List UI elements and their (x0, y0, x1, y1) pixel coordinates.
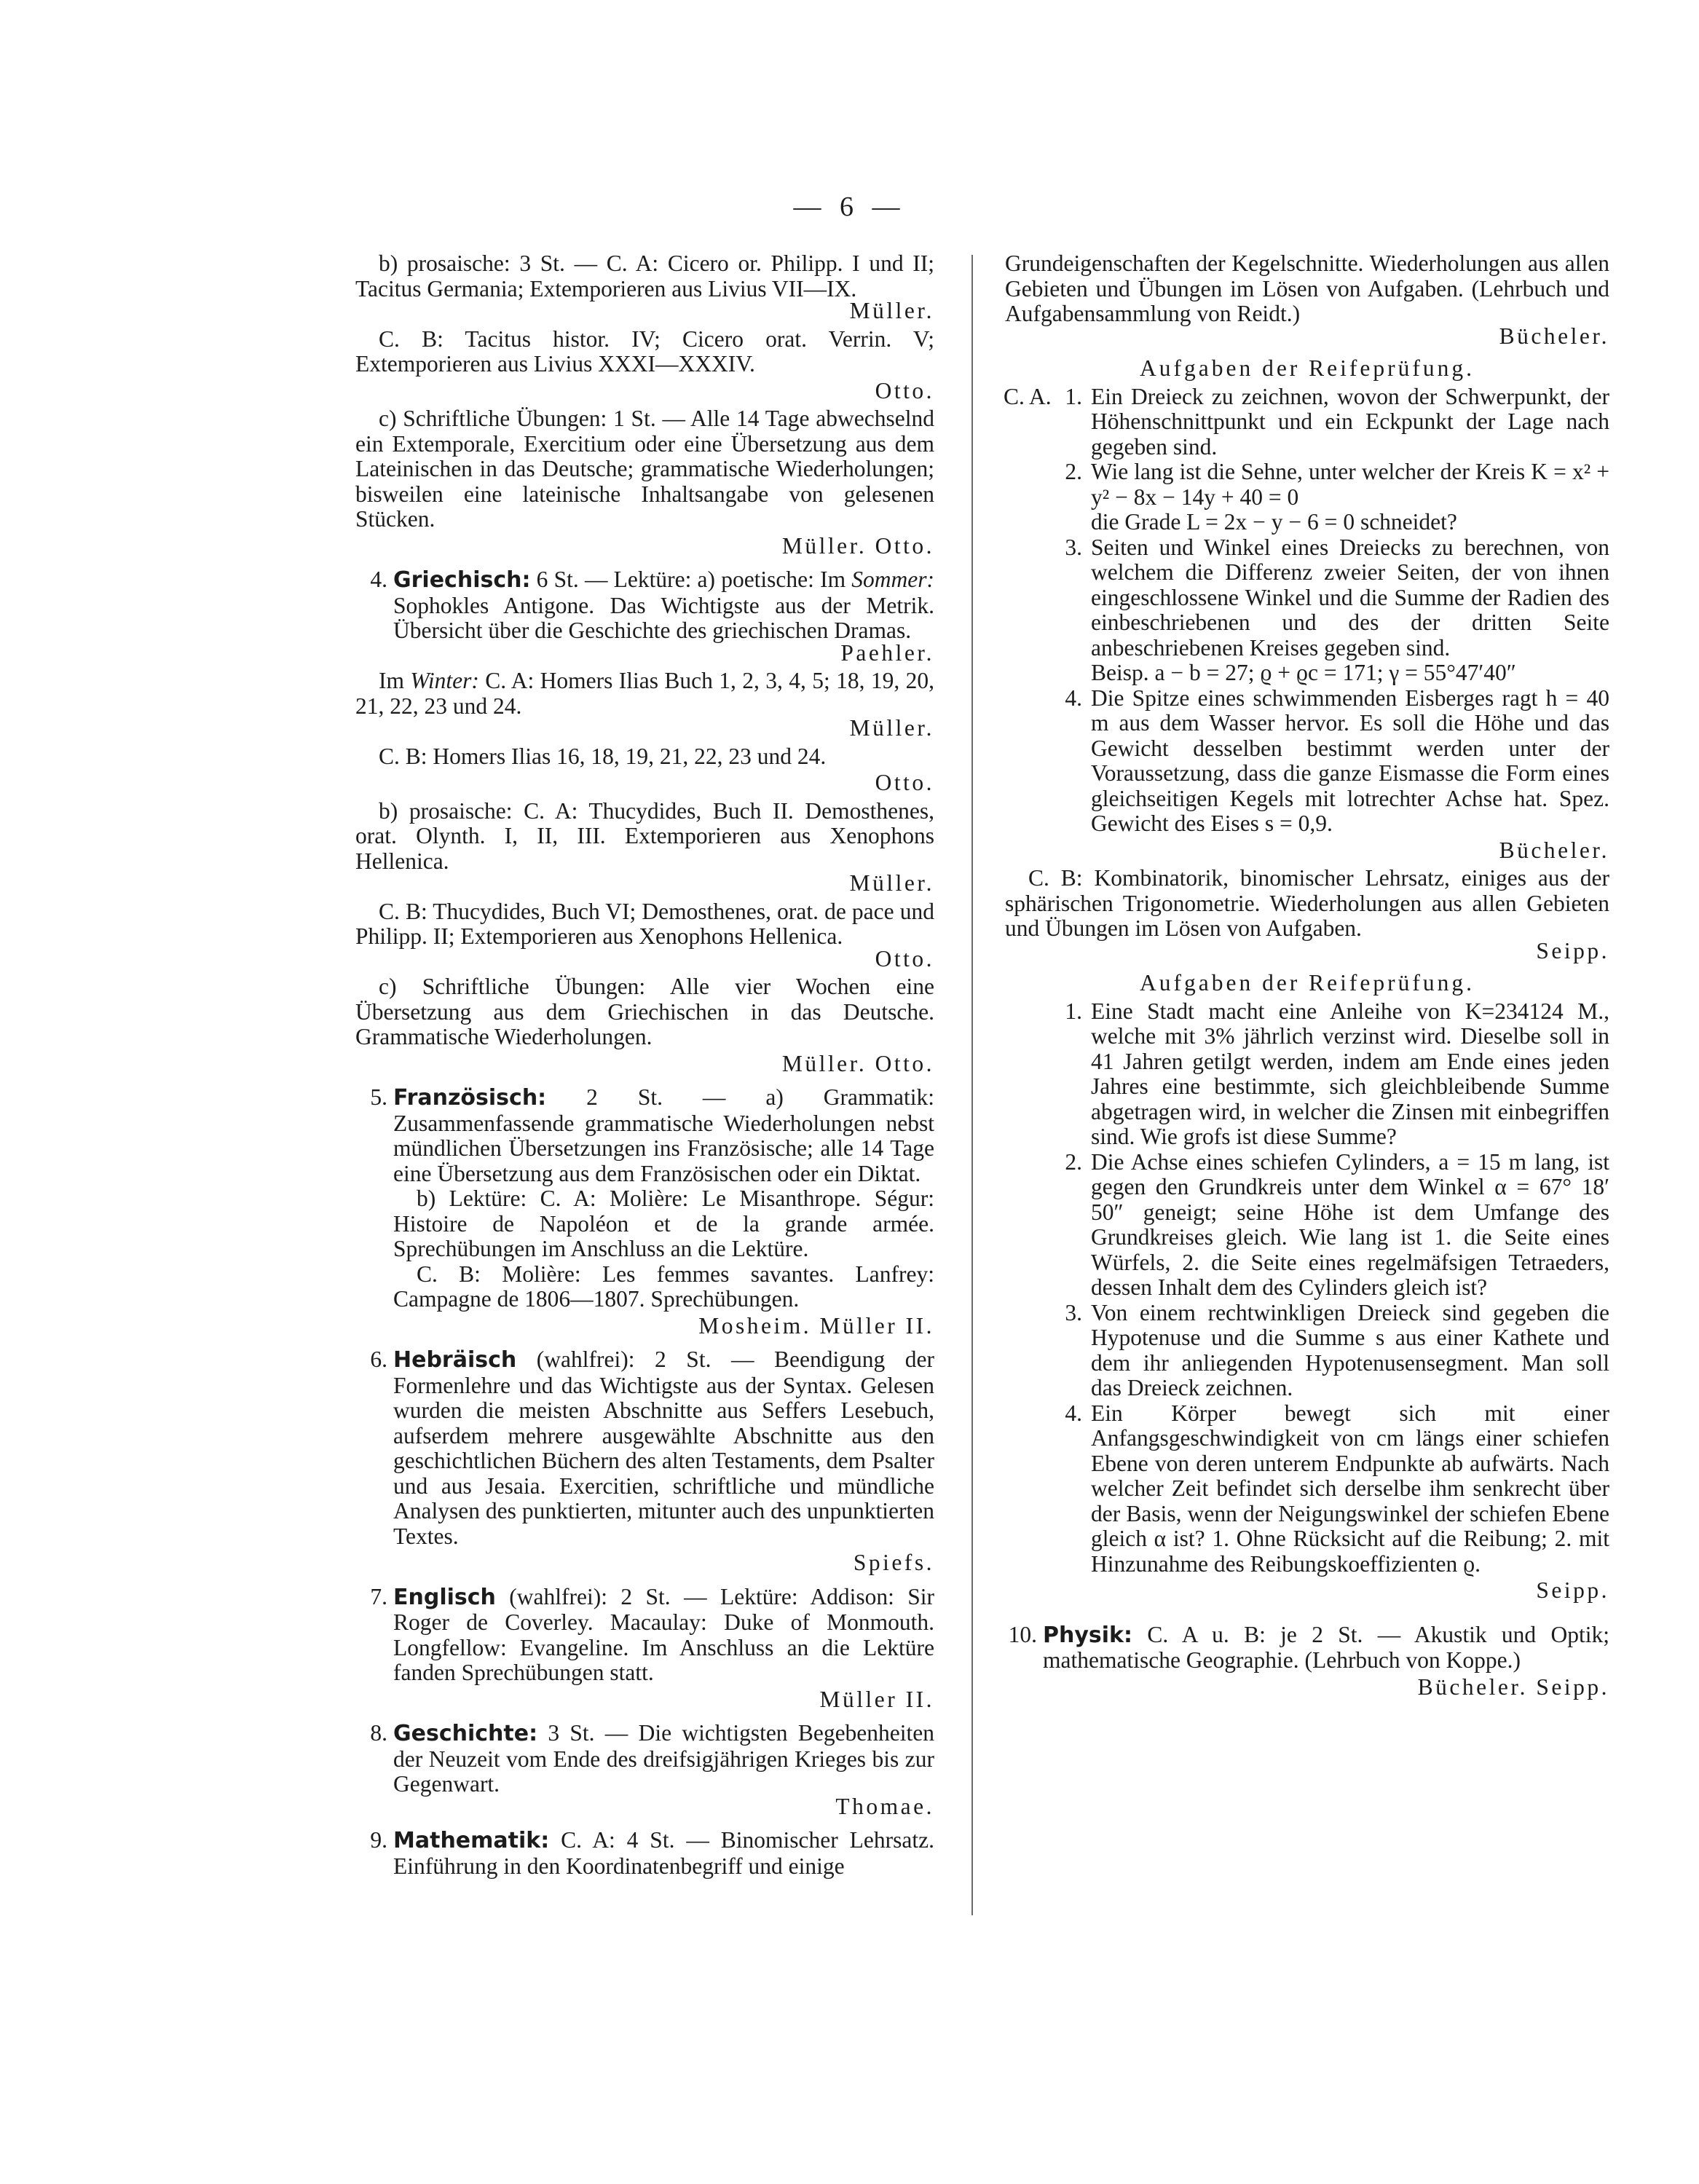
greek-prose-cb: C. B: Thucydides, Buch VI; Demosthenes, orat. de pace und Philipp. II; Extemporieren aus Xenophons Hellenica. (355, 898, 934, 949)
math-cb-text: C. B: Kombinatorik, binomischer Lehrsatz, einiges aus der sphärischen Trigonometrie. Wiederholungen aus allen Gebieten und Übungen im Lösen von Aufgaben. (1005, 865, 1609, 941)
task-text: die Grade L = 2x − y − 6 = 0 schneidet? (1091, 509, 1457, 535)
subject-title: Hebräisch (393, 1347, 517, 1373)
exam-task (1005, 535, 1609, 686)
item-number: 5. (370, 1084, 387, 1110)
item-text: 2 St. — a) Grammatik: Zusammenfassende grammatische Wiederholungen nebst mündlichen Übersetzungen ins Französische; alle 14 Tage eine Übersetzung aus dem Französischen oder ein Diktat. (393, 1084, 935, 1186)
subject-item-englisch (355, 1585, 934, 1686)
subject-item-physik (1005, 1623, 1609, 1674)
task-number: 1. (1065, 998, 1082, 1024)
course-label: C. A. (1004, 383, 1052, 409)
exam-task (1005, 1301, 1609, 1401)
item-text: (wahlfrei): 2 St. — Beendigung der Formenlehre und das Wichtigste aus der Syntax. Gelesen wurden die meisten Abschnitte aus Seffers Lesebuch, aufserdem mehrere ausgewählte Abschnitte aus den geschichtlichen Büchern des alten Testaments, dem Psalter und aus Jesaia. Exercitien, schriftliche und mündliche Analysen des punktierten, mitunter auch des unpunktierten Textes. (393, 1347, 935, 1549)
task-text: Wie lang ist die Sehne, unter welcher der Kreis K = x² + y² − 8x − 14y + 40 = 0 (1091, 459, 1609, 510)
task-number: 4. (1065, 685, 1082, 711)
subject-title: Englisch (393, 1584, 496, 1610)
winter-text: C. A: Homers Ilias Buch 1, 2, 3, 4, 5; 18, 19, 20, 21, 22, 23 und 24. (355, 668, 935, 719)
section-heading: Aufgaben der Reifeprüfung. (1140, 355, 1475, 381)
item-number: 10. (1008, 1621, 1037, 1647)
item-number: 6. (370, 1347, 387, 1372)
signature: Otto. (875, 945, 934, 971)
subject-title: Mathematik: (393, 1828, 550, 1853)
task-number: 3. (1065, 534, 1082, 560)
math-continuation: Grundeigenschaften der Kegelschnitte. Wiederholungen aus allen Gebieten und Übungen im Lösen von Aufgaben. (Lehrbuch und Aufgabensammlung von Reidt.) (1005, 251, 1609, 326)
item-number: 4. (370, 567, 387, 592)
item-text: b) Lektüre: C. A: Molière: Le Misanthrope. Ségur: Histoire de Napoléon et de la grande armée. Sprechübungen im Anschluss an die Lektüre. (393, 1186, 934, 1261)
signature: Müller. (849, 870, 934, 896)
task-text: Ein Dreieck zu zeichnen, wovon der Schwerpunkt, der Höhenschnittpunkt und ein Eckpunkt der Lage nach gegeben sind. (1091, 383, 1609, 460)
latin-written-exercises: c) Schriftliche Übungen: 1 St. — Alle 14 Tage abwechselnd ein Extemporale, Exercitium oder eine Übersetzung aus dem Lateinischen in das Deutsche; grammatische Wiederholungen; bisweilen eine lateinische Inhaltsangabe von gelesenen Stücken. (355, 406, 934, 532)
signature: Paehler. (840, 639, 934, 666)
exam-task (1005, 999, 1609, 1150)
column-divider (971, 255, 973, 1915)
signature: Thomae. (835, 1793, 934, 1819)
signature: Seipp. (1536, 1577, 1609, 1603)
task-number: 3. (1065, 1299, 1082, 1325)
signature: Bücheler. (1499, 837, 1609, 863)
subject-item-mathematik (355, 1828, 934, 1879)
signature: Müller. (849, 298, 934, 323)
signature: Otto. (875, 377, 934, 403)
exam-task (1005, 1150, 1609, 1301)
task-text: Die Achse eines schiefen Cylinders, a = 15 m lang, ist gegen den Grundkreis unter dem Winkel α = 67° 18′ 50″ geneigt; seine Höhe ist dem Umfange des Grundkreises gleich. Wie lang ist 1. die Seite eines Würfels, 2. die Seite eines regelmäfsigen Tetraeders, dessen Inhalt dem des Cylinders gleich ist? (1091, 1148, 1609, 1300)
item-text: C. A: 4 St. — Binomischer Lehrsatz. Einführung in den Koordinatenbegriff und einige (393, 1827, 934, 1879)
item-text: 6 St. — Lektüre: a) poetische: Im (536, 567, 846, 592)
exam-task (1005, 385, 1609, 460)
latin-prose-ca: b) prosaische: 3 St. — C. A: Cicero or. Philipp. I und II; Tacitus Germania; Extemporieren aus Livius VII—IX. (355, 251, 934, 301)
item-text: 3 St. — Die wichtigsten Begebenheiten der Neuzeit vom Ende des dreifsigjährigen Krieges bis zur Gegenwart. (393, 1720, 934, 1797)
task-example: Beisp. a − b = 27; ϱ + ϱc = 171; γ = 55°47′40″ (1091, 660, 1516, 685)
exam-task (1005, 1401, 1609, 1577)
left-column (355, 251, 934, 1879)
task-number: 2. (1065, 459, 1082, 484)
task-number: 1. (1065, 383, 1082, 409)
item-number: 8. (370, 1720, 387, 1746)
greek-written-exercises: c) Schriftliche Übungen: Alle vier Wochen eine Übersetzung aus dem Griechischen in das Deutsche. Grammatische Wiederholungen. (355, 974, 934, 1049)
item-text: Sophokles Antigone. Das Wichtigste aus der Metrik. Übersicht über die Geschichte des griechischen Dramas. (393, 592, 934, 643)
latin-prose-cb: C. B: Tacitus histor. IV; Cicero orat. Verrin. V; Extemporieren aus Livius XXXI—XXXIV. (355, 326, 934, 377)
item-text: (wahlfrei): 2 St. — Lektüre: Addison: Sir Roger de Coverley. Macaulay: Duke of Monmouth. Longfellow: Evangeline. Im Anschluss an die Lektüre fanden Sprechübungen statt. (393, 1583, 934, 1685)
subject-item-geschichte (355, 1721, 934, 1797)
subject-item-griechisch (355, 567, 934, 644)
subject-title: Geschichte: (393, 1721, 538, 1746)
task-text: Eine Stadt macht eine Anleihe von K=234124 M., welche mit 3% jährlich verzinst wird. Dieselbe soll in 41 Jahren getilgt werden, indem am Ende eines jeden Jahres eine bestimmte, sich gleichbleibende Summe abgetragen wird, in welcher die Zinsen mit einbegriffen sind. Wie grofs ist diese Summe? (1091, 998, 1609, 1149)
task-number: 2. (1065, 1148, 1082, 1175)
subject-item-franzoesisch (355, 1085, 934, 1312)
subject-title: Physik: (1043, 1622, 1132, 1648)
season-label: Winter: (410, 668, 479, 693)
item-text: C. A u. B: je 2 St. — Akustik und Optik; mathematische Geographie. (Lehrbuch von Koppe.) (1043, 1621, 1610, 1673)
task-number: 4. (1065, 1400, 1082, 1426)
right-column (1005, 251, 1609, 1703)
task-text: Von einem rechtwinkligen Dreieck sind gegeben die Hypotenuse und die Summe s aus einer Kathete und dem ihr anliegenden Hypotenusensegment. Man soll das Dreieck zeichnen. (1091, 1299, 1609, 1400)
signature: Müller II. (819, 1686, 934, 1712)
task-text: Seiten und Winkel eines Dreiecks zu berechnen, von welchem die Differenz zweier Seiten, der von ihnen eingeschlossene Winkel und die Summe der Radien des einbeschriebenen und des der dritten Seite anbeschriebenen Kreises gegeben sind. (1091, 534, 1609, 661)
exam-task (1005, 460, 1609, 535)
signature: Bücheler. (1499, 323, 1609, 349)
season-label: Sommer: (851, 567, 935, 592)
signature: Otto. (875, 770, 934, 795)
page-number: — 6 — (793, 192, 906, 222)
greek-homer-cb: C. B: Homers Ilias 16, 18, 19, 21, 22, 23 und 24. (379, 743, 827, 769)
signature: Müller. Otto. (781, 532, 934, 559)
subject-item-hebraeisch (355, 1347, 934, 1549)
subject-title: Französisch: (393, 1085, 547, 1111)
signature: Müller. (849, 715, 934, 741)
winter-prefix: Im (379, 668, 404, 693)
subject-title: Griechisch: (393, 567, 531, 593)
item-text: C. B: Molière: Les femmes savantes. Lanfrey: Campagne de 1806—1807. Sprechübungen. (393, 1261, 934, 1312)
signature: Spiefs. (853, 1550, 934, 1575)
item-number: 7. (370, 1583, 387, 1609)
section-heading: Aufgaben der Reifeprüfung. (1140, 970, 1475, 996)
greek-prose-ca: b) prosaische: C. A: Thucydides, Buch II. Demosthenes, orat. Olynth. I, II, III. Extemporieren aus Xenophons Hellenica. (355, 797, 934, 874)
exam-task (1005, 686, 1609, 837)
signature: Mosheim. Müller II. (698, 1312, 934, 1339)
task-text: Die Spitze eines schwimmenden Eisberges ragt h = 40 m aus dem Wasser hervor. Es soll die Höhe und das Gewicht desselben bestimmt werden unter der Voraussetzung, dass die ganze Eismasse die Form eines gleichseitigen Kegels mit lotrechter Achse hat. Spez. Gewicht des Eises s = 0,9. (1091, 685, 1609, 836)
item-number: 9. (370, 1827, 387, 1853)
signature: Bücheler. Seipp. (1417, 1674, 1609, 1700)
signature: Seipp. (1536, 937, 1609, 963)
task-text: Ein Körper bewegt sich mit einer Anfangsgeschwindigkeit von cm längs einer schiefen Ebene von deren unterem Endpunkte ab aufwärts. Nach welcher Zeit befindet sich derselbe ihm senkrecht über der Basis, wenn der Neigungswinkel der schiefen Ebene gleich α ist? 1. Ohne Rücksicht auf die Reibung; 2. mit Hinzunahme des Reibungskoeffizienten ϱ. (1091, 1400, 1609, 1577)
signature: Müller. Otto. (781, 1050, 934, 1076)
